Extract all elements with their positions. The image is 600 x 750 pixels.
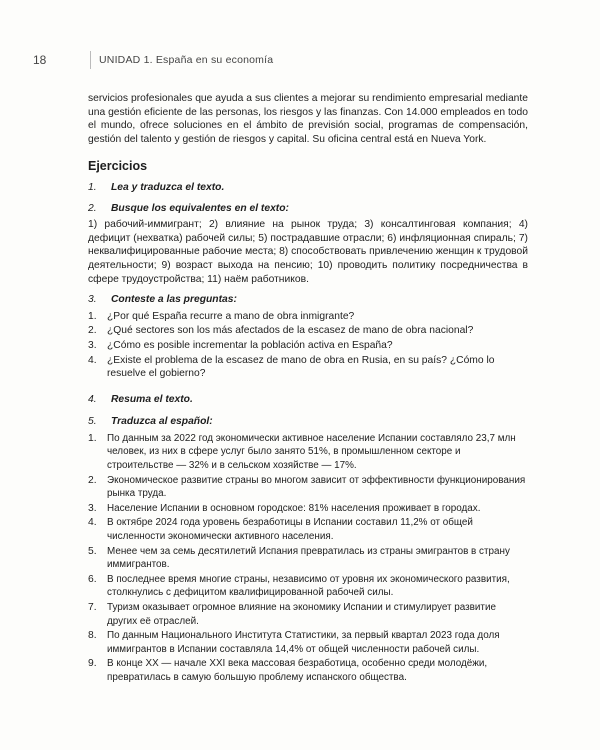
list-item — [88, 657, 528, 684]
item-text: В октябре 2024 года уровень безработицы в Испании составил 11,2% от общей численности экономически активного населения. — [107, 517, 473, 543]
item-text: В конце XX — начале XXI века массовая безработица, особенно среди молодёжи, превратилась в самую большую проблему испанского общества. — [107, 658, 488, 683]
item-text: ¿Qué sectores son los más afectados de la escasez de mano de obra nacional? — [107, 325, 474, 337]
item-text: Туризм оказывает огромное влияние на экономику Испании и стимулирует развитие других её отраслей. — [107, 602, 496, 627]
equivalents-list: 1) рабочий-иммигрант; 2) влияние на рынок труда; 3) консалтинговая компания; 4) дефицит (нехватка) рабочей силы; 5) пострадавшие отрасли; 6) инфляционная спираль; 7) неквалифицированные рабочие места; 8) способствовать привлечению женщин к трудовой деятельности; 9) возраст выхода на пенсию; 10) проводить политику посредничества в сфере трудоустройства; 11) наём работников. — [88, 219, 529, 285]
task-2 — [88, 202, 528, 216]
item-number: 1. — [88, 432, 97, 444]
page-number: 18 — [33, 53, 47, 67]
item-text: ¿Existe el problema de la escasez de mano de obra en Rusia, en su país? ¿Cómo lo resuelve el gobierno? — [107, 354, 495, 380]
item-text: По данным за 2022 год экономически активное население Испании составляло 23,7 млн человек, из них в сфере услуг было занято 51%, в промышленном секторе и строительстве — 32% и в сельском хозяйстве — 17%. — [107, 432, 516, 472]
task-title: Busque los equivalentes en el texto: — [111, 202, 289, 214]
list-item — [88, 324, 528, 338]
list-item — [88, 474, 528, 501]
item-text: Население Испании в основном городское: 81% населения проживает в городах. — [107, 502, 481, 514]
task-1 — [88, 181, 528, 195]
item-text: Менее чем за семь десятилетий Испания превратилась из страны эмигрантов в страну иммигрантов. — [107, 545, 510, 571]
item-text: ¿Por qué España recurre a mano de obra inmigrante? — [107, 310, 355, 322]
list-item — [88, 545, 528, 572]
list-item — [88, 339, 528, 353]
item-text: Экономическое развитие страны во многом зависит от эффективности функционирования рынка труда. — [107, 474, 526, 500]
item-number: 4. — [88, 517, 97, 529]
list-item — [88, 516, 528, 543]
task-5 — [88, 415, 528, 429]
item-number: 3. — [88, 339, 97, 351]
list-item — [88, 573, 528, 600]
list-item — [88, 502, 528, 516]
item-number: 3. — [88, 502, 97, 514]
list-item — [88, 601, 528, 628]
task-title: Conteste a las preguntas: — [111, 294, 237, 306]
page-header — [33, 53, 573, 69]
item-number: 9. — [88, 658, 97, 670]
task-number: 5. — [88, 416, 97, 428]
page-content — [88, 92, 528, 686]
item-number: 2. — [88, 325, 97, 337]
item-number: 6. — [88, 573, 97, 585]
item-number: 7. — [88, 602, 97, 613]
item-number: 2. — [88, 474, 97, 486]
task-title: Lea y traduzca el texto. — [111, 181, 225, 193]
item-number: 5. — [88, 545, 97, 557]
list-item — [88, 432, 528, 473]
item-text: ¿Cómo es posible incrementar la población activa en España? — [107, 339, 393, 351]
item-number: 4. — [88, 354, 97, 366]
header-divider — [90, 51, 91, 69]
questions-list — [88, 310, 528, 381]
item-number: 8. — [88, 630, 97, 642]
item-number: 1. — [88, 310, 97, 322]
task-4 — [88, 393, 528, 407]
exercises-title: Ejercicios — [88, 159, 148, 174]
task-title: Resuma el texto. — [111, 393, 193, 405]
item-text: По данным Национального Института Статистики, за первый квартал 2023 года доля иммигрантов в Испании составляла 14,4% от общей численности рабочей силы. — [107, 630, 500, 655]
task-number: 1. — [88, 181, 97, 193]
list-item — [88, 354, 528, 381]
item-text: В последнее время многие страны, независимо от уровня их экономического развития, столкнулись с дефицитом квалифицированной рабочей силы. — [107, 573, 510, 599]
task-number: 2. — [88, 202, 97, 214]
list-item — [88, 629, 528, 656]
list-item — [88, 310, 528, 324]
task-number: 3. — [88, 294, 97, 306]
intro-paragraph: servicios profesionales que ayuda a sus clientes a mejorar su rendimiento empresarial mediante una gestión eficiente de las personas, los riesgos y las finanzas. Con 14.000 empleados en todo el mundo, ofrece soluciones en el ámbito de previsión social, programas de compensación, gestión del talento y gestión de riesgos y capital. Su oficina central está en Nueva York. — [88, 93, 528, 145]
translate-list — [88, 432, 528, 685]
task-3 — [88, 293, 528, 307]
task-number: 4. — [88, 393, 97, 405]
running-head: UNIDAD 1. España en su economía — [99, 54, 274, 66]
task-title: Traduzca al español: — [111, 416, 213, 428]
